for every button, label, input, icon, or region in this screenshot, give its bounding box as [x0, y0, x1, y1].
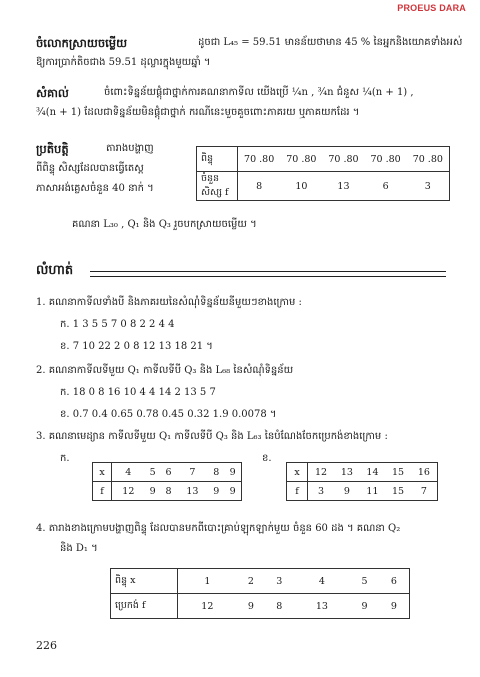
table-cell: 9 — [334, 482, 360, 501]
exercise-2: 2. គណនាកាទីលទីមួយ Q₁ កាទីលទីបី Q₃ និង L₆₈ នៃសំណុំទិន្នន័យ — [36, 365, 294, 376]
exercise-1b: ខ. 7 10 22 2 0 8 12 13 18 21 ។ — [60, 341, 213, 352]
table-cell: 70 .80 — [238, 147, 281, 172]
exercise-3b-label: ខ. — [262, 453, 272, 464]
practice-line2: ពីពិន្ទុ សិស្សដែលបានធ្វើតេស្ត — [36, 163, 144, 174]
table-cell: 8 — [238, 172, 281, 201]
table-cell: 13 — [334, 463, 360, 482]
table-cell: 8 — [161, 482, 177, 501]
practice-table — [196, 146, 450, 201]
practice-task: គណនា L₃₀ , Q₁ និង Q₃ រួចបកស្រាយចម្លើយ ។ — [72, 219, 257, 230]
table-cell: 7 — [411, 482, 438, 501]
table-cell: 3 — [407, 172, 450, 201]
table-row — [287, 463, 438, 482]
table-cell: 9 — [145, 482, 161, 501]
table-cell: 6 — [161, 463, 177, 482]
table-row — [287, 482, 438, 501]
table-cell: 9 — [379, 594, 410, 619]
table-row — [111, 594, 410, 619]
brand-label: PROEUS DARA — [397, 3, 466, 13]
table-cell: 7 — [176, 463, 208, 482]
table-cell: 70 .80 — [322, 147, 364, 172]
table-cell: 9 — [224, 463, 241, 482]
table-cell: 13 — [293, 594, 350, 619]
table-header-cell: ពិន្ទុ x — [111, 569, 178, 594]
exercise-3: 3. គណនាមេដ្យាន កាទីលទីមួយ Q₁ កាទីលទីបី Q₃ និង L₆₃ នៃបំណែងចែកប្រេកង់ខាងក្រោម : — [36, 431, 388, 442]
table-cell: 9 — [208, 482, 224, 501]
table-cell: 12 — [178, 594, 237, 619]
page-number: 226 — [36, 639, 57, 652]
table-cell: 8 — [265, 594, 293, 619]
table-header-cell: f — [93, 482, 112, 501]
practice-line3: ភាសាអង់គ្លេសចំនួន 40 នាក់ ។ — [36, 183, 154, 194]
table-cell: 4 — [293, 569, 350, 594]
table-header-cell: ចំនួនសិស្ស f — [197, 172, 238, 201]
remark-heading: សំគាល់ — [36, 86, 69, 100]
table-cell: 70 .80 — [407, 147, 450, 172]
exercise-4-table — [110, 568, 410, 619]
exercise-2b: ខ. 0.7 0.4 0.65 0.78 0.45 0.32 1.9 0.0078 ។ — [60, 409, 277, 420]
table-cell: 14 — [360, 463, 386, 482]
table-header-cell: ប្រេកង់ f — [111, 594, 178, 619]
exercise-1: 1. គណនាកាទីលទាំងបី និងភាគរយនៃសំណុំទិន្នន័យនីមួយៗខាងក្រោម : — [36, 297, 302, 308]
table-cell: 12 — [112, 482, 145, 501]
table-cell: 5 — [350, 569, 378, 594]
table-cell: 2 — [237, 569, 265, 594]
table-cell: 5 — [145, 463, 161, 482]
table-cell: 11 — [360, 482, 386, 501]
table-row — [93, 482, 242, 501]
answer-text: ដូចជា L₄₅ = 59.51 មានន័យថាមាន 45 % នៃអ្នកនិងយោគទាំងអស់ — [198, 37, 463, 48]
table-cell: 8 — [208, 463, 224, 482]
table-cell: 13 — [322, 172, 364, 201]
remark-line1: ចំពោះទិន្នន័យផ្ដុំជាថ្នាក់ការគណនាកាទីល យើងប្រើ ¼n , ¾n ជំនួស ¼(n + 1) , — [104, 87, 414, 98]
exercises-heading: លំហាត់ — [36, 263, 74, 278]
table-cell: 6 — [365, 172, 407, 201]
table-row — [197, 147, 450, 172]
table-cell: 1 — [178, 569, 237, 594]
table-cell: 9 — [237, 594, 265, 619]
table-header-cell: f — [287, 482, 308, 501]
answer-heading: ចំលោកស្រាយចម្លើយ — [36, 36, 128, 50]
table-cell: 6 — [379, 569, 410, 594]
table-row — [111, 569, 410, 594]
answer-text-line2: ឱ្យការប្រាក់តិចជាង 59.51 ដុល្លារក្នុងមួយឆ្នាំ ។ — [36, 57, 211, 68]
table-cell: 70 .80 — [365, 147, 407, 172]
table-row — [93, 463, 242, 482]
table-cell: 3 — [308, 482, 335, 501]
exercise-2a: ក. 18 0 8 16 10 4 4 14 2 13 5 7 — [60, 387, 216, 398]
exercise-3a-table — [92, 462, 242, 501]
table-header-cell: x — [93, 463, 112, 482]
practice-heading: ប្រតិបត្តិ — [36, 142, 69, 156]
heading-rule — [90, 271, 446, 277]
table-cell: 9 — [350, 594, 378, 619]
exercise-4-line2: និង D₁ ។ — [60, 543, 98, 554]
table-cell: 16 — [411, 463, 438, 482]
table-cell: 3 — [265, 569, 293, 594]
exercise-4: 4. តារាងខាងក្រោមបង្ហាញពិន្ទុ ដែលបានមកពីបោះគ្រាប់ឡុកឡាក់មួយ ចំនួន 60 ដង ។ គណនា Q₂ — [36, 523, 401, 534]
table-cell: 4 — [112, 463, 145, 482]
exercise-3b-table — [286, 462, 438, 501]
table-header-cell: x — [287, 463, 308, 482]
table-cell: 13 — [176, 482, 208, 501]
table-header-cell: ពិន្ទុ — [197, 147, 238, 172]
exercise-1a: ក. 1 3 5 5 7 0 8 2 2 4 4 — [60, 319, 175, 330]
exercise-3a-label: ក. — [60, 453, 70, 464]
remark-line2: ¾(n + 1) ដែលជាទិន្នន័យមិនផ្ដុំជាថ្នាក់ ករណីនេះមួចគួចពោះភាគរយ ឬភាគយកដែរ ។ — [36, 107, 360, 118]
table-cell: 10 — [280, 172, 322, 201]
table-cell: 70 .80 — [280, 147, 322, 172]
practice-line1: តារាងបង្ហាញ — [106, 143, 154, 154]
table-row — [197, 172, 450, 201]
table-cell: 12 — [308, 463, 335, 482]
table-cell: 15 — [385, 463, 411, 482]
table-cell: 9 — [224, 482, 241, 501]
table-cell: 15 — [385, 482, 411, 501]
